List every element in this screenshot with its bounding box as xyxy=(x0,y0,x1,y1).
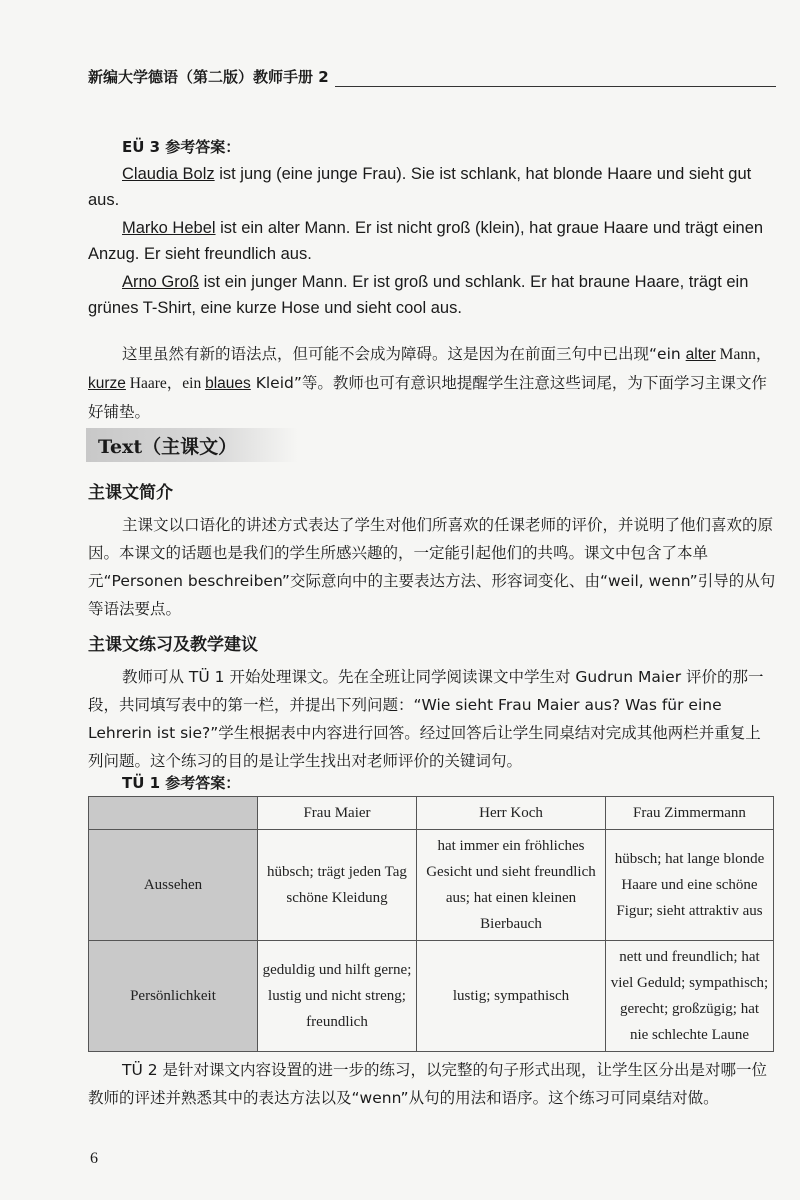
intro-section xyxy=(88,478,776,623)
answer-name: Marko Hebel xyxy=(122,219,216,237)
grammar-note xyxy=(88,340,776,426)
book-title: 新编大学德语（第二版）教师手册 2 xyxy=(88,68,329,86)
tu2-paragraph: TÜ 2 是针对课文内容设置的进一步的练习，以完整的句子形式出现，让学生区分出是对哪一位教师的评述并熟悉其中的表达方法以及“wenn”从句的用法和语序。这个练习可同桌结对做。 xyxy=(88,1061,768,1107)
note-underlined-word: alter xyxy=(685,346,716,363)
answer-arno xyxy=(88,269,776,321)
answer-claudia xyxy=(88,161,776,213)
tu1-table xyxy=(88,796,774,1052)
row-header: Persönlichkeit xyxy=(89,941,258,1052)
answer-text: ist ein alter Mann. Er ist nicht groß (klein), hat graue Haare und trägt einen Anzug. Er sieht freundlich aus. xyxy=(88,219,764,263)
table-row xyxy=(89,941,774,1052)
answer-name: Claudia Bolz xyxy=(122,165,215,183)
note-text: Kleid”等。教师也可有意识地提醒学生注意这些词尾，为下面学习主课文作好铺垫。 xyxy=(88,374,767,421)
tu1-label: TÜ 1 参考答案： xyxy=(122,774,241,792)
table-cell: hübsch; trägt jeden Tag schöne Kleidung xyxy=(258,830,417,941)
table-header-row xyxy=(89,797,774,830)
table-cell: lustig; sympathisch xyxy=(417,941,606,1052)
note-underlined-word: kurze xyxy=(88,375,126,392)
exercise-heading: 主课文练习及教学建议 xyxy=(88,635,258,655)
note-text: Haare，ein xyxy=(125,375,206,392)
exercise-paragraph: 教师可从 TÜ 1 开始处理课文。先在全班让同学阅读课文中学生对 Gudrun Maier 评价的那一段，共同填写表中的第一栏，并提出下列问题：“Wie sieht Frau Maier aus? Was für eine Lehrerin ist sie?”学生根据表中内容进行回答。经过回答后让学生同桌结对完成其他两栏并重复上列问题。这个练习的目的是让学生找出对老师评价的关键词句。 xyxy=(88,668,764,770)
text-section-banner: Text（主课文） xyxy=(86,428,298,462)
table-cell: nett und freundlich; hat viel Geduld; sympathisch; gerecht; großzügig; hat nie schlechte Laune xyxy=(606,941,774,1052)
header-rule xyxy=(335,74,776,87)
intro-paragraph: 主课文以口语化的讲述方式表达了学生对他们所喜欢的任课老师的评价，并说明了他们喜欢的原因。本课文的话题也是我们的学生所感兴趣的，一定能引起他们的共鸣。课文中包含了本单元“Personen beschreiben”交际意向中的主要表达方法、形容词变化、由“weil, wenn”引导的从句等语法要点。 xyxy=(88,516,776,618)
grammar-note-paragraph xyxy=(88,340,776,426)
note-text: 这里虽然有新的语法点，但可能不会成为障碍。这是因为在前面三句中已出现“ein xyxy=(122,345,686,363)
eu3-section xyxy=(88,136,776,323)
note-text: Mann， xyxy=(715,346,772,363)
eu3-answers xyxy=(88,161,776,321)
eu3-label: EÜ 3 参考答案： xyxy=(122,138,241,156)
answer-name: Arno Groß xyxy=(122,273,200,291)
intro-heading: 主课文简介 xyxy=(88,483,173,503)
column-header: Herr Koch xyxy=(417,797,606,830)
table-cell: hübsch; hat lange blonde Haare und eine schöne Figur; sieht attraktiv aus xyxy=(606,830,774,941)
row-header: Aussehen xyxy=(89,830,258,941)
column-header: Frau Zimmermann xyxy=(606,797,774,830)
table-corner-cell xyxy=(89,797,258,830)
tu2-section xyxy=(88,1056,776,1112)
answer-marko xyxy=(88,215,776,267)
running-header xyxy=(88,66,776,87)
answer-text: ist jung (eine junge Frau). Sie ist schlank, hat blonde Haare und sieht gut aus. xyxy=(88,165,752,209)
exercise-section xyxy=(88,630,776,775)
table-row xyxy=(89,830,774,941)
page-number: 6 xyxy=(90,1150,98,1167)
column-header: Frau Maier xyxy=(258,797,417,830)
answer-text: ist ein junger Mann. Er ist groß und schlank. Er hat braune Haare, trägt ein grünes T-Shirt, eine kurze Hose und sieht cool aus. xyxy=(88,273,749,317)
table-cell: geduldig und hilft gerne; lustig und nicht streng; freundlich xyxy=(258,941,417,1052)
note-underlined-word: blaues xyxy=(205,375,251,392)
table-cell: hat immer ein fröhliches Gesicht und sieht freundlich aus; hat einen kleinen Bierbauch xyxy=(417,830,606,941)
